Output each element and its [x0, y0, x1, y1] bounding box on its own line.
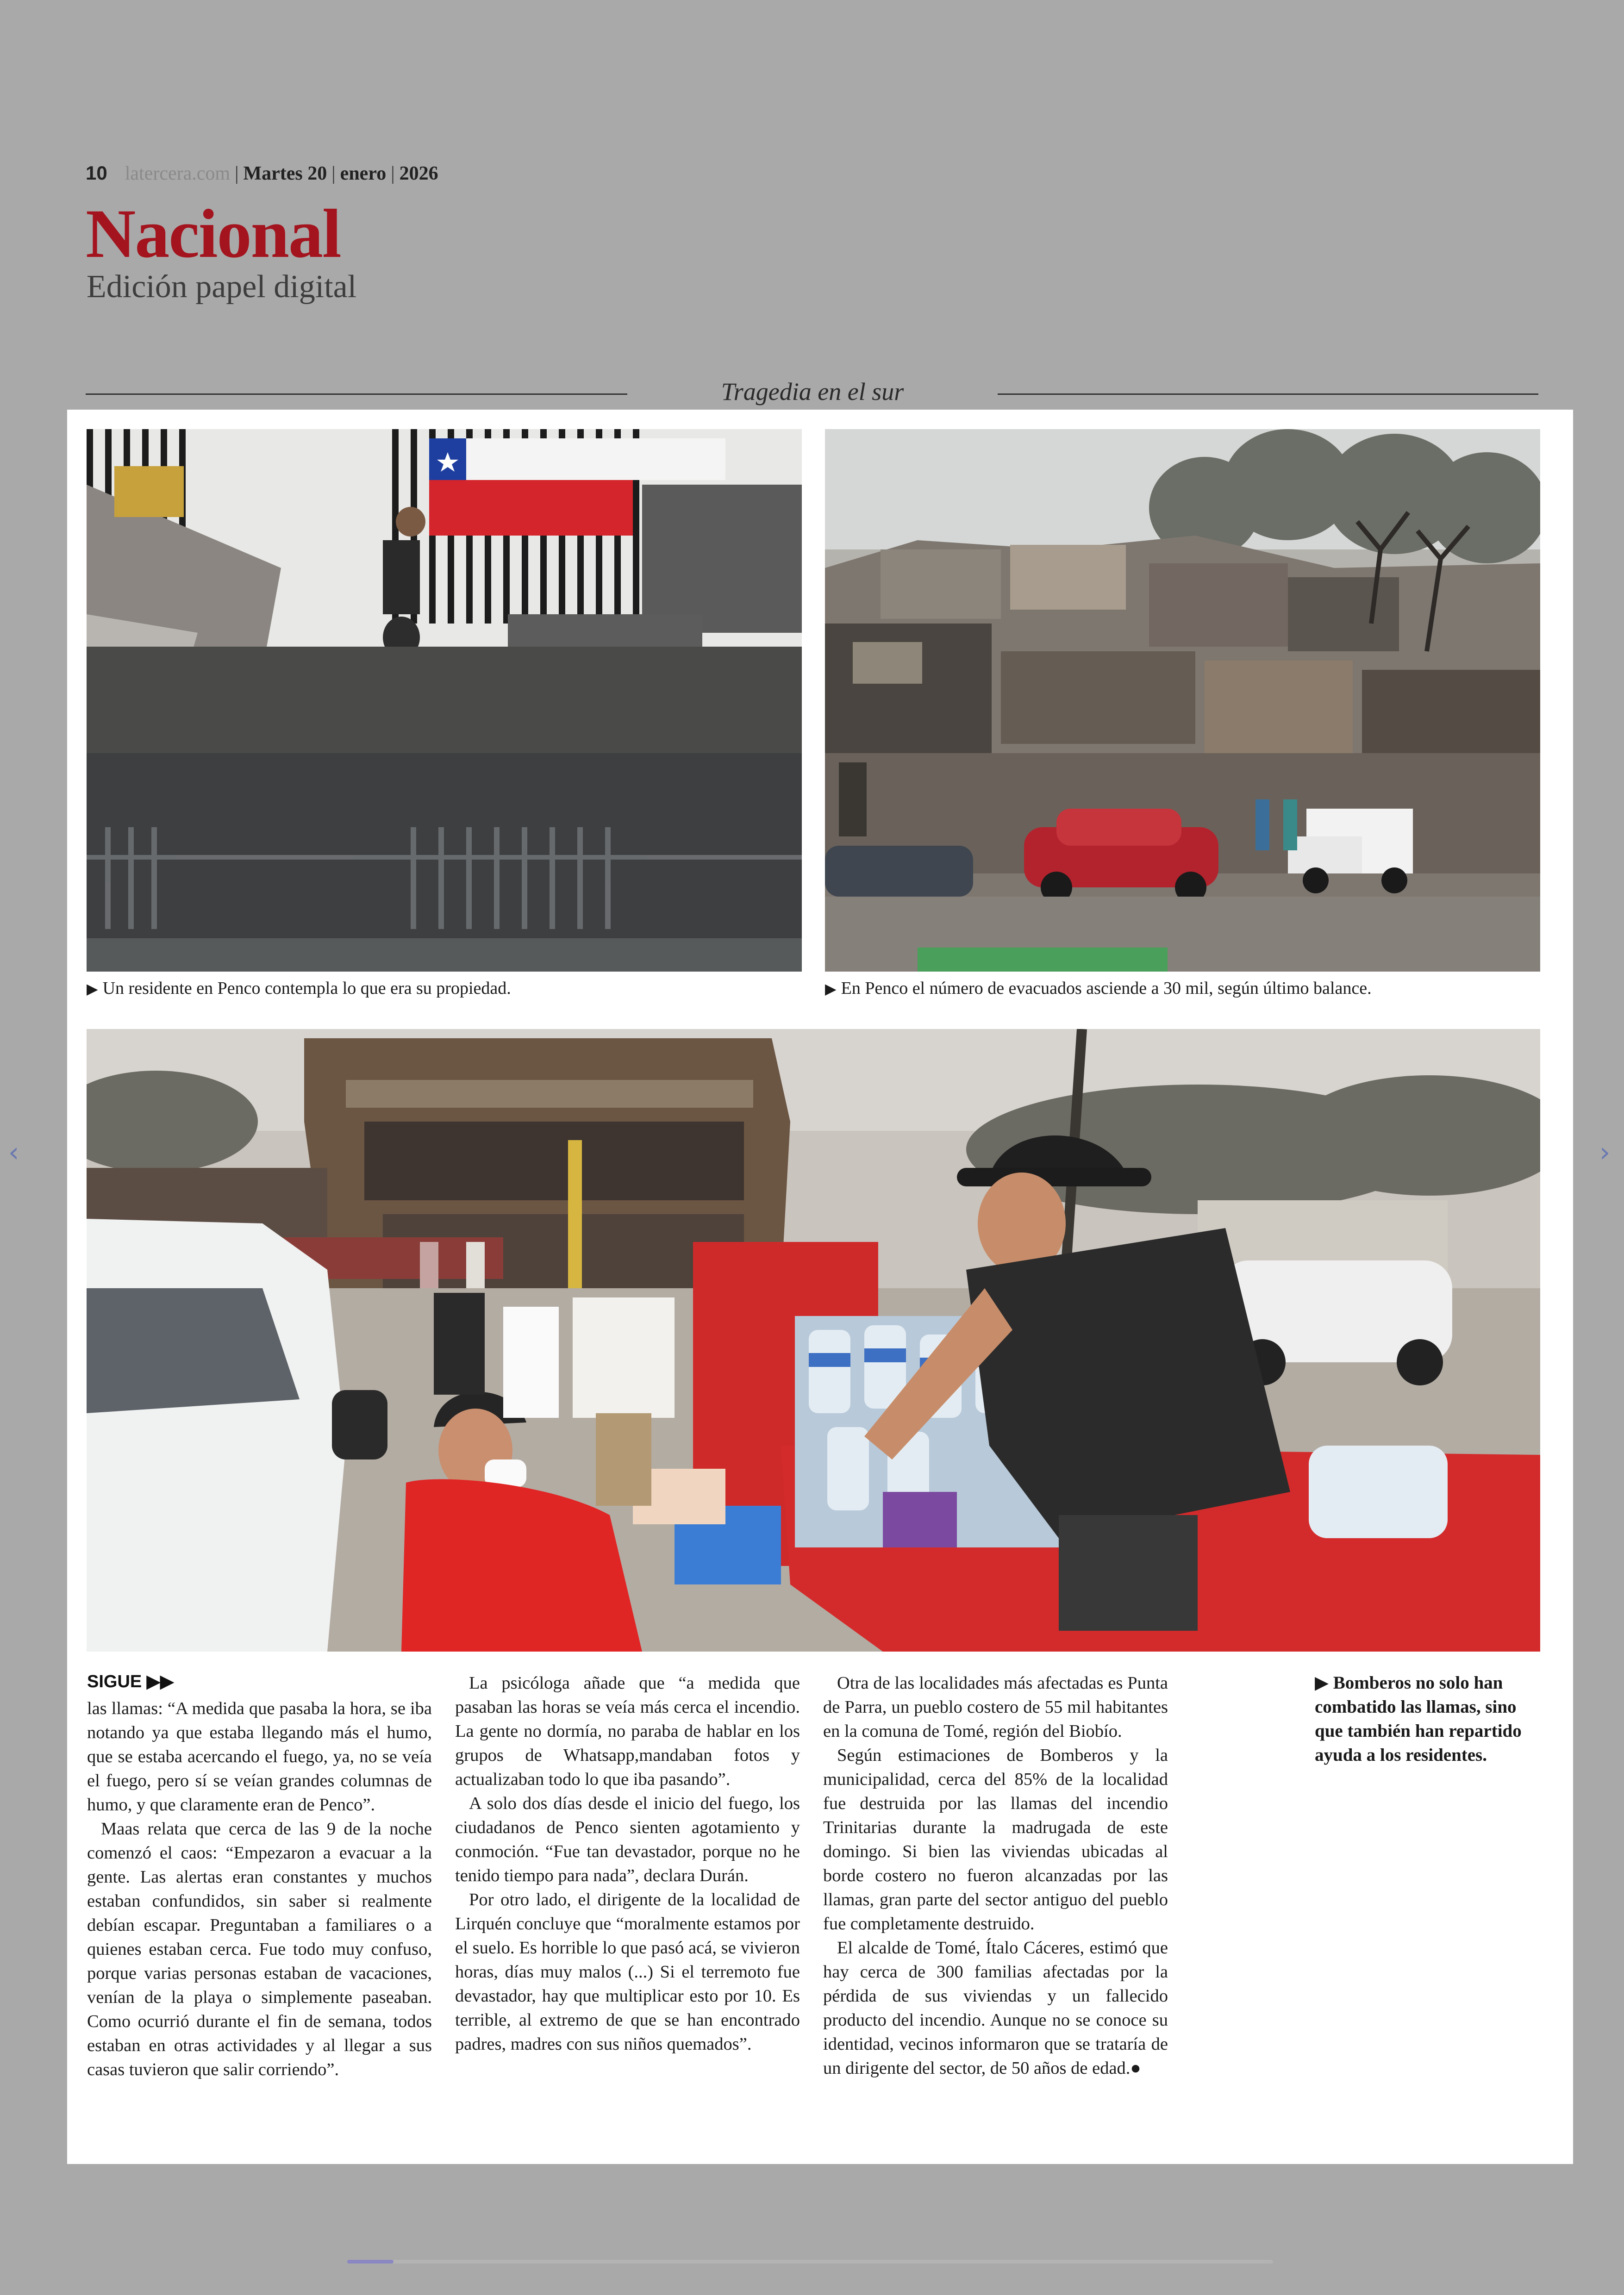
photo3-caption: ▶ Bomberos no solo han combatido las llamas, sino que también han repartido ayuda a los residentes.: [1315, 1673, 1522, 1765]
paragraph: El alcalde de Tomé, Ítalo Cáceres, estimó que hay cerca de 300 familias afectadas por la pérdida de sus viviendas y un fallecido producto del incendio. Aunque no se conoce su identidad, vecinos informaron que se trataría de un dirigente del sector, de 50 años de edad.●: [823, 1938, 1168, 2078]
paragraph: Según estimaciones de Bomberos y la municipalidad, cerca del 85% de la localidad fue destruida por las llamas del incendio Trinitarias durante la madrugada de este domingo. Si bien las viviendas ubicadas al borde costero no fueron alcanzadas por las llamas, gran parte del sector antiguo del pueblo fue completamente destruido.: [823, 1746, 1168, 1933]
continued-label: SIGUE ▶▶: [87, 1672, 174, 1691]
next-page-button[interactable]: ›: [1599, 1136, 1611, 1168]
paragraph: Por otro lado, el dirigente de la localidad de Lirquén concluye que “moralmente estamos por el suelo. Es horrible lo que pasó acá, se vivieron horas, días muy malos (...) Si el terremoto fue devastador, hay que multiplicar esto por 10. Es terrible, al extremo de que se han encontrado padres, madres con sus niños quemados”.: [455, 1890, 800, 2054]
photo-firefighter-aid: [87, 1029, 1540, 1652]
paragraph: las llamas: “A medida que pasaba la hora, se iba notando ya que estaba llegando más el humo, que se estaba acercando el fuego, ya, no se veía el fuego, pero sí se veían grandes columnas de humo, y que claramente eran de Penco”.: [87, 1699, 432, 1815]
photo-resident-penco: [87, 429, 802, 972]
section-title: Nacional: [86, 195, 341, 272]
paragraph: La psicóloga añade que “a medida que pasaban las horas se veía más cerca el incendio. La gente no dormía, no paraba de hablar en los grupos de Whatsapp,mandaban fotos y actualizaban todo lo que iba pasando”.: [455, 1673, 800, 1789]
paragraph: Maas relata que cerca de las 9 de la noche comenzó el caos: “Empezaron a evacuar a la gente. Las alertas eran constantes y muchos estaban confundidos, sin saber si realmente debían escapar. Preguntaban a familiares o a quienes estaban cerca. Fue todo muy confuso, porque varias personas estaban de vacaciones, venían de la playa o simplemente paseaban. Como ocurrió durante el fin de semana, todos estaban en otras actividades y al llegar a sus casas tuvieron que salir corriendo”.: [87, 1819, 432, 2079]
prev-page-button[interactable]: ‹: [8, 1136, 19, 1168]
edition-subtitle: Edición papel digital: [87, 269, 357, 305]
photo1-caption: ▶ Un residente en Penco contempla lo que era su propiedad.: [87, 979, 511, 998]
paragraph: Otra de las localidades más afectadas es Punta de Parra, un pueblo costero de 55 mil habitantes en la comuna de Tomé, región del Biobío.: [823, 1673, 1168, 1741]
photo2-caption: ▶ En Penco el número de evacuados asciende a 30 mil, según último balance.: [825, 979, 1372, 998]
kicker-rule-right: [998, 393, 1538, 395]
page-progress-fill: [347, 2260, 394, 2264]
date-day: Martes 20: [243, 163, 327, 184]
site-name: latercera.com: [125, 163, 231, 184]
masthead-line: 10 latercera.com | Martes 20 | enero | 2026: [86, 162, 438, 184]
kicker-rule-left: [86, 393, 627, 395]
article-column-1: [87, 1696, 432, 2082]
paragraph: A solo dos días desde el inicio del fuego, los ciudadanos de Penco sienten agotamiento y conmoción. “Fue tan devastador, porque no he tenido tiempo para nada”, declara Durán.: [455, 1794, 800, 1885]
photo-burnt-hillside: [825, 429, 1540, 972]
page-number: 10: [86, 162, 107, 184]
article-column-3: [823, 1671, 1168, 2080]
kicker-title: Tragedia en el sur: [721, 378, 904, 405]
newspaper-page: [67, 410, 1573, 2164]
page-progress-track[interactable]: [347, 2260, 1273, 2264]
date-year: 2026: [399, 163, 438, 184]
article-column-2: [455, 1671, 800, 2056]
date-month: enero: [340, 163, 387, 184]
